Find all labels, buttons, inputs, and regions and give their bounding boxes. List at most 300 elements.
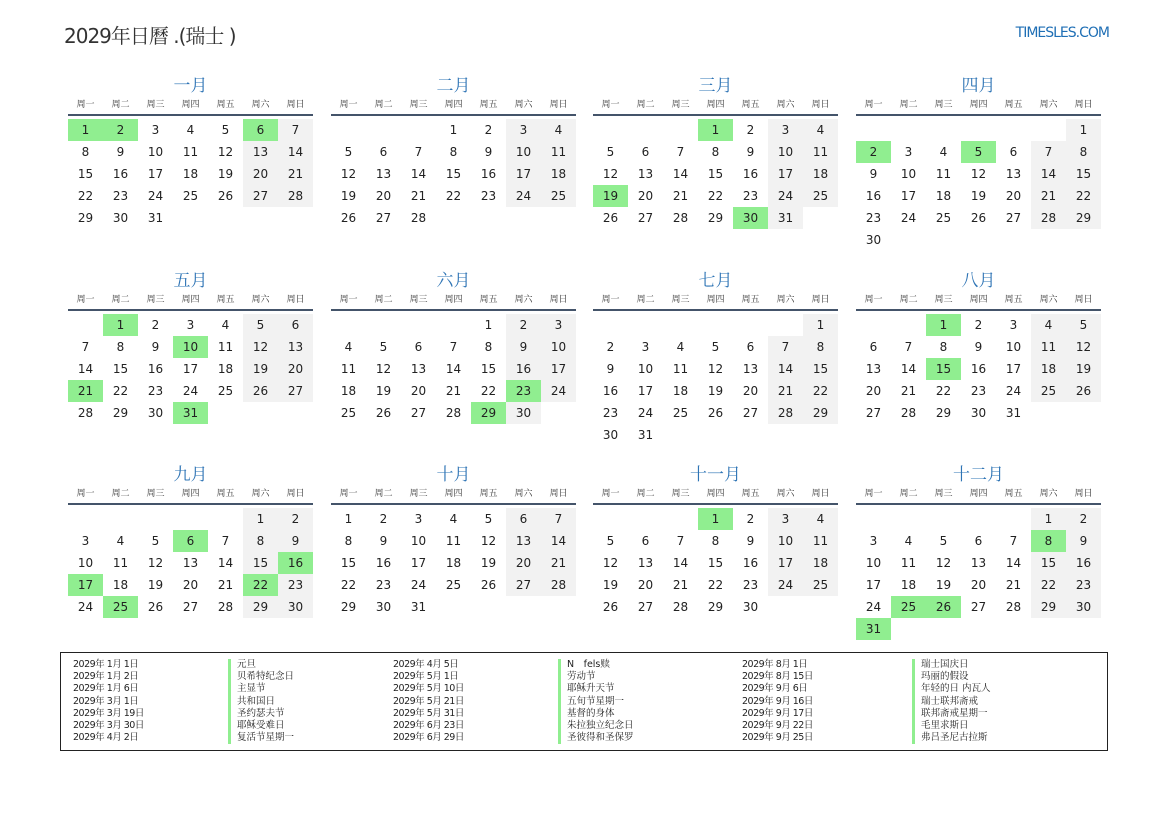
day-cell: 17 [900, 189, 917, 203]
day-cell: 23 [278, 574, 313, 596]
weekday-label: 周六 [776, 489, 795, 499]
day-cell: 19 [375, 384, 392, 398]
day-cell: 24 [541, 380, 576, 402]
day-cell: 16 [147, 362, 164, 376]
weekday-label: 周六 [251, 295, 270, 305]
day-cell: 16 [375, 556, 392, 570]
day-cell: 26 [243, 380, 278, 402]
holiday-day-cell: 2 [856, 141, 891, 163]
day-cell: 11 [182, 145, 199, 159]
weekday-label: 周五 [216, 489, 235, 499]
day-grid [331, 311, 576, 424]
weekday-label: 周六 [251, 489, 270, 499]
day-cell: 6 [379, 145, 388, 159]
day-cell: 21 [445, 384, 462, 398]
day-cell: 28 [1031, 207, 1066, 229]
holiday-date: 2029年 9月 17日 [742, 707, 813, 719]
weekday-label: 周二 [374, 100, 393, 110]
day-cell: 6 [641, 145, 650, 159]
day-cell: 17 [182, 362, 199, 376]
month-name: 八月 [961, 271, 996, 291]
holiday-name: 主显节 [228, 683, 294, 695]
day-cell: 5 [151, 534, 160, 548]
day-cell: 9 [746, 534, 755, 548]
holiday-day-cell: 16 [278, 552, 313, 574]
holiday-day-cell: 29 [471, 402, 506, 424]
day-cell: 3 [768, 119, 803, 141]
weekday-label: 周日 [549, 100, 568, 110]
day-cell: 2 [151, 318, 160, 332]
day-cell: 16 [970, 362, 987, 376]
day-cell: 30 [112, 211, 129, 225]
month-name: 十月 [436, 465, 471, 485]
day-cell: 20 [970, 578, 987, 592]
day-grid [593, 311, 838, 446]
day-cell: 26 [707, 406, 724, 420]
weekday-label: 周五 [1004, 100, 1023, 110]
day-cell: 18 [217, 362, 234, 376]
day-grid [68, 505, 313, 618]
holiday-day-cell: 26 [926, 596, 961, 618]
holiday-date: 2029年 3月 1日 [73, 695, 139, 707]
weekday-label: 周五 [479, 295, 498, 305]
day-cell: 12 [340, 167, 357, 181]
holiday-name: 圣彼得和圣保罗 [558, 732, 634, 744]
weekday-label: 周二 [636, 489, 655, 499]
holiday-date: 2029年 5月 21日 [393, 695, 464, 707]
day-cell: 19 [480, 556, 497, 570]
day-cell: 13 [970, 556, 987, 570]
weekday-header [593, 293, 838, 311]
day-grid [68, 116, 313, 229]
holiday-day-cell: 25 [103, 596, 138, 618]
month-block [856, 74, 1101, 251]
day-cell: 13 [742, 362, 759, 376]
day-cell: 21 [672, 189, 689, 203]
day-cell: 28 [541, 574, 576, 596]
holiday-date: 2029年 6月 29日 [393, 732, 464, 744]
day-cell: 27 [970, 600, 987, 614]
weekday-label: 周五 [741, 295, 760, 305]
holiday-day-cell: 31 [856, 618, 891, 640]
holiday-name: 毛里求斯日 [912, 720, 991, 732]
day-cell: 24 [77, 600, 94, 614]
day-cell: 2 [606, 340, 615, 354]
page-title: 2029年日曆 .(瑞士 ) [64, 24, 236, 48]
month-name: 十二月 [953, 465, 1004, 485]
day-cell: 29 [935, 406, 952, 420]
holiday-list [60, 652, 1108, 751]
day-cell: 4 [1031, 314, 1066, 336]
day-cell: 28 [900, 406, 917, 420]
day-cell: 22 [340, 578, 357, 592]
weekday-label: 周四 [181, 100, 200, 110]
day-cell: 12 [1066, 336, 1101, 358]
day-cell: 17 [768, 552, 803, 574]
month-name: 三月 [698, 76, 733, 96]
day-cell: 19 [243, 358, 278, 380]
day-cell: 16 [742, 556, 759, 570]
day-cell: 17 [1005, 362, 1022, 376]
day-cell: 5 [606, 145, 615, 159]
holiday-date: 2029年 6月 23日 [393, 719, 464, 731]
weekday-label: 周日 [811, 100, 830, 110]
day-cell: 27 [637, 211, 654, 225]
day-cell: 2 [379, 512, 388, 526]
day-cell: 26 [970, 211, 987, 225]
holiday-day-cell: 15 [926, 358, 961, 380]
day-cell: 19 [935, 578, 952, 592]
day-cell: 19 [1066, 358, 1101, 380]
holiday-name: N fels赎 [558, 659, 634, 671]
day-cell: 4 [904, 534, 913, 548]
day-cell: 29 [707, 600, 724, 614]
day-cell: 21 [217, 578, 234, 592]
day-cell: 24 [768, 574, 803, 596]
holiday-day-cell: 1 [698, 119, 733, 141]
month-block [68, 269, 313, 424]
day-cell: 3 [414, 512, 423, 526]
day-cell: 5 [344, 145, 353, 159]
weekday-label: 周四 [969, 489, 988, 499]
empty-cell [628, 314, 663, 336]
day-cell: 19 [217, 167, 234, 181]
day-cell: 10 [1005, 340, 1022, 354]
day-cell: 20 [637, 578, 654, 592]
holiday-date: 2029年 8月 1日 [742, 659, 808, 670]
holiday-day-cell: 1 [698, 508, 733, 530]
day-cell: 3 [151, 123, 160, 137]
holiday-day-cell: 25 [891, 596, 926, 618]
day-cell: 8 [711, 534, 720, 548]
month-block [856, 463, 1101, 640]
day-cell: 14 [900, 362, 917, 376]
day-cell: 9 [746, 145, 755, 159]
day-cell: 2 [484, 123, 493, 137]
weekday-label: 周一 [601, 100, 620, 110]
holiday-day-cell: 1 [68, 119, 103, 141]
weekday-header [856, 487, 1101, 505]
holiday-name-column [912, 659, 991, 744]
day-cell: 10 [865, 556, 882, 570]
day-cell: 23 [375, 578, 392, 592]
day-cell: 19 [602, 578, 619, 592]
holiday-date-column [393, 659, 464, 744]
day-cell: 5 [221, 123, 230, 137]
day-cell: 18 [935, 189, 952, 203]
month-block [593, 74, 838, 229]
day-cell: 19 [340, 189, 357, 203]
day-cell: 13 [375, 167, 392, 181]
empty-cell [856, 508, 891, 530]
day-cell: 26 [480, 578, 497, 592]
day-cell: 7 [541, 508, 576, 530]
holiday-name: 耶稣升天节 [558, 683, 634, 695]
day-cell: 25 [803, 185, 838, 207]
day-cell: 11 [672, 362, 689, 376]
holiday-day-cell: 10 [173, 336, 208, 358]
day-cell: 30 [147, 406, 164, 420]
day-cell: 12 [602, 167, 619, 181]
holiday-date: 2029年 1月 2日 [73, 671, 139, 683]
day-cell: 15 [77, 167, 94, 181]
month-name: 九月 [173, 465, 208, 485]
month-name: 六月 [436, 271, 471, 291]
weekday-label: 周六 [514, 100, 533, 110]
weekday-label: 周二 [899, 489, 918, 499]
weekday-label: 周四 [706, 295, 725, 305]
day-cell: 21 [1031, 185, 1066, 207]
day-cell: 3 [1009, 318, 1018, 332]
day-cell: 20 [506, 552, 541, 574]
weekday-label: 周三 [146, 295, 165, 305]
day-cell: 5 [484, 512, 493, 526]
day-cell: 8 [803, 336, 838, 358]
day-cell: 22 [1031, 574, 1066, 596]
day-cell: 18 [1031, 358, 1066, 380]
holiday-day-cell: 1 [103, 314, 138, 336]
day-cell: 15 [445, 167, 462, 181]
day-cell: 9 [606, 362, 615, 376]
day-cell: 18 [803, 163, 838, 185]
day-grid [331, 505, 576, 618]
day-cell: 14 [1031, 163, 1066, 185]
holiday-day-cell: 5 [961, 141, 996, 163]
empty-cell [401, 119, 436, 141]
day-cell: 28 [217, 600, 234, 614]
empty-cell [856, 314, 891, 336]
day-cell: 12 [935, 556, 952, 570]
day-cell: 8 [1066, 141, 1101, 163]
day-cell: 12 [602, 556, 619, 570]
day-cell: 25 [803, 574, 838, 596]
day-cell: 18 [445, 556, 462, 570]
holiday-date: 2029年 3月 19日 [73, 707, 144, 719]
holiday-date: 2029年 9月 22日 [742, 719, 813, 731]
day-cell: 7 [221, 534, 230, 548]
day-cell: 14 [410, 167, 427, 181]
weekday-label: 周四 [706, 489, 725, 499]
weekday-label: 周日 [1074, 295, 1093, 305]
holiday-name-column [558, 659, 634, 744]
holiday-day-cell: 21 [68, 380, 103, 402]
empty-cell [891, 314, 926, 336]
month-name: 四月 [961, 76, 996, 96]
day-cell: 29 [803, 402, 838, 424]
day-cell: 14 [445, 362, 462, 376]
weekday-label: 周六 [514, 489, 533, 499]
empty-cell [1031, 119, 1066, 141]
day-cell: 10 [410, 534, 427, 548]
day-cell: 20 [410, 384, 427, 398]
holiday-day-cell: 1 [926, 314, 961, 336]
weekday-label: 周三 [146, 489, 165, 499]
holiday-date: 2029年 5月 1日 [393, 671, 459, 683]
day-cell: 19 [147, 578, 164, 592]
day-cell: 13 [1005, 167, 1022, 181]
day-cell: 22 [77, 189, 94, 203]
weekday-label: 周六 [1039, 100, 1058, 110]
weekday-label: 周三 [934, 100, 953, 110]
day-cell: 15 [112, 362, 129, 376]
weekday-header [856, 293, 1101, 311]
day-cell: 25 [935, 211, 952, 225]
empty-cell [593, 314, 628, 336]
day-cell: 12 [480, 534, 497, 548]
holiday-name: 朱拉独立纪念日 [558, 720, 634, 732]
weekday-header [331, 487, 576, 505]
day-cell: 11 [803, 141, 838, 163]
weekday-header [68, 98, 313, 116]
weekday-label: 周日 [286, 100, 305, 110]
empty-cell [68, 314, 103, 336]
day-cell: 3 [641, 340, 650, 354]
day-cell: 10 [768, 141, 803, 163]
empty-cell [103, 508, 138, 530]
weekday-label: 周五 [1004, 295, 1023, 305]
day-cell: 16 [112, 167, 129, 181]
day-cell: 29 [1031, 596, 1066, 618]
day-cell: 26 [1066, 380, 1101, 402]
holiday-name: 劳动节 [558, 671, 634, 683]
weekday-label: 周二 [111, 489, 130, 499]
empty-cell [733, 314, 768, 336]
empty-cell [891, 508, 926, 530]
day-cell: 11 [112, 556, 129, 570]
day-cell: 9 [379, 534, 388, 548]
weekday-label: 周一 [76, 100, 95, 110]
day-cell: 23 [602, 406, 619, 420]
holiday-day-cell: 31 [173, 402, 208, 424]
month-name: 一月 [173, 76, 208, 96]
day-cell: 4 [803, 508, 838, 530]
day-cell: 23 [742, 189, 759, 203]
day-cell: 1 [1066, 119, 1101, 141]
day-cell: 1 [344, 512, 353, 526]
weekday-label: 周五 [741, 489, 760, 499]
weekday-header [593, 98, 838, 116]
weekday-label: 周日 [286, 489, 305, 499]
day-cell: 17 [768, 163, 803, 185]
day-cell: 10 [637, 362, 654, 376]
weekday-header [331, 98, 576, 116]
day-cell: 27 [1005, 211, 1022, 225]
weekday-label: 周一 [76, 489, 95, 499]
site-link[interactable]: TIMESLES.COM [1015, 25, 1109, 41]
day-cell: 28 [672, 211, 689, 225]
day-cell: 27 [506, 574, 541, 596]
weekday-label: 周三 [146, 100, 165, 110]
day-cell: 11 [340, 362, 357, 376]
day-cell: 12 [707, 362, 724, 376]
month-block [856, 269, 1101, 424]
weekday-label: 周四 [444, 489, 463, 499]
day-cell: 11 [1031, 336, 1066, 358]
holiday-date-column [73, 659, 144, 744]
day-cell: 13 [506, 530, 541, 552]
day-cell: 8 [939, 340, 948, 354]
day-cell: 18 [182, 167, 199, 181]
day-cell: 24 [768, 185, 803, 207]
weekday-label: 周二 [899, 295, 918, 305]
holiday-day-cell: 19 [593, 185, 628, 207]
weekday-label: 周二 [899, 100, 918, 110]
month-name: 七月 [698, 271, 733, 291]
weekday-label: 周六 [1039, 489, 1058, 499]
day-cell: 27 [410, 406, 427, 420]
day-cell: 28 [410, 211, 427, 225]
day-cell: 29 [243, 596, 278, 618]
empty-cell [961, 119, 996, 141]
day-cell: 21 [410, 189, 427, 203]
empty-cell [138, 508, 173, 530]
day-cell: 27 [637, 600, 654, 614]
day-cell: 16 [602, 384, 619, 398]
day-cell: 15 [480, 362, 497, 376]
day-grid [331, 116, 576, 229]
holiday-name: 贝希特纪念日 [228, 671, 294, 683]
weekday-label: 周一 [864, 489, 883, 499]
empty-cell [628, 119, 663, 141]
day-cell: 31 [768, 207, 803, 229]
day-grid [856, 505, 1101, 640]
day-cell: 26 [375, 406, 392, 420]
holiday-name: 弗吕圣尼古拉斯 [912, 732, 991, 744]
day-cell: 4 [676, 340, 685, 354]
weekday-label: 周三 [409, 100, 428, 110]
day-cell: 17 [410, 556, 427, 570]
day-cell: 30 [865, 233, 882, 247]
day-cell: 18 [112, 578, 129, 592]
day-cell: 8 [711, 145, 720, 159]
weekday-label: 周四 [444, 295, 463, 305]
empty-cell [663, 119, 698, 141]
day-cell: 10 [506, 141, 541, 163]
weekday-label: 周五 [216, 295, 235, 305]
day-cell: 12 [970, 167, 987, 181]
day-cell: 7 [278, 119, 313, 141]
day-cell: 17 [637, 384, 654, 398]
weekday-label: 周六 [1039, 295, 1058, 305]
empty-cell [926, 119, 961, 141]
day-cell: 21 [1005, 578, 1022, 592]
day-cell: 22 [1066, 185, 1101, 207]
day-cell: 2 [506, 314, 541, 336]
day-cell: 2 [278, 508, 313, 530]
day-cell: 7 [676, 534, 685, 548]
day-cell: 6 [869, 340, 878, 354]
day-cell: 2 [746, 123, 755, 137]
empty-cell [366, 314, 401, 336]
day-cell: 12 [375, 362, 392, 376]
day-cell: 22 [935, 384, 952, 398]
holiday-name: 五旬节星期一 [558, 696, 634, 708]
day-cell: 4 [803, 119, 838, 141]
day-cell: 15 [243, 552, 278, 574]
empty-cell [436, 314, 471, 336]
day-cell: 27 [865, 406, 882, 420]
weekday-label: 周三 [671, 489, 690, 499]
weekday-label: 周一 [601, 489, 620, 499]
day-cell: 4 [939, 145, 948, 159]
day-cell: 14 [217, 556, 234, 570]
day-cell: 24 [506, 185, 541, 207]
weekday-header [68, 487, 313, 505]
weekday-header [331, 293, 576, 311]
day-cell: 27 [182, 600, 199, 614]
weekday-label: 周四 [181, 489, 200, 499]
empty-cell [926, 508, 961, 530]
